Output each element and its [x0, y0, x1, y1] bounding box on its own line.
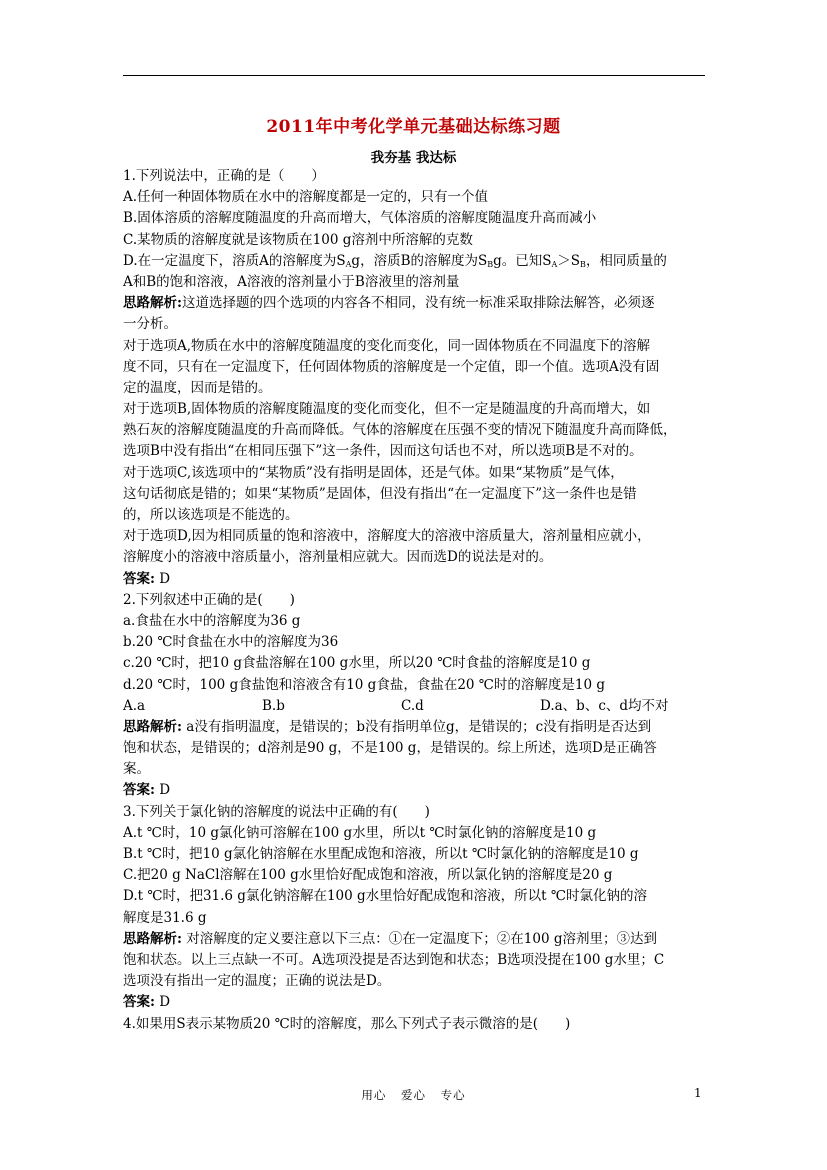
q2-answer	[123, 780, 705, 801]
q4-stem: 4.如果用S表示某物质20 ℃时的溶解度，那么下列式子表示微溶的是( )	[123, 1015, 571, 1032]
q2-choices	[123, 696, 705, 717]
q2-choice-b: B.b	[262, 697, 285, 714]
header-rule	[123, 75, 705, 76]
q2-choice-a: A.a	[123, 697, 146, 714]
q1-para1-line3: 定的温度，因而是错的。	[123, 379, 272, 396]
q1-d-sub-a: A	[345, 259, 352, 269]
q1-para1-line1: 对于选项A,物质在水中的溶解度随温度的变化而变化，同一固体物质在不同温度下的溶解	[123, 337, 651, 354]
q3-option-b: B.t ℃时，把10 g氯化钠溶解在水里配成饱和溶液，所以t ℃时氯化钠的溶解度是10 g	[123, 846, 639, 862]
q2-answer-label: 答案:	[123, 782, 155, 799]
q1-d-sub-b: B	[487, 259, 494, 269]
q2-choice-c: C.d	[401, 697, 424, 714]
q1-para1-line2: 度不同，只有在一定温度下，任何固体物质的溶解度是一个定值，即一个值。选项A没有固	[123, 358, 660, 375]
q1-analysis-line1	[123, 293, 705, 314]
document-body	[123, 166, 705, 1035]
q2-analysis-label: 思路解析:	[123, 718, 182, 735]
q3-answer-label: 答案:	[123, 994, 155, 1011]
q3-option-d-line1: D.t ℃时，把31.6 g氯化钠溶解在100 g水里恰好配成饱和溶液，所以t ℃时氯化钠的溶	[123, 888, 647, 905]
q1-analysis-text: 这道选择题的四个选项的内容各不相同，没有统一标准采取排除法解答，必须逐	[181, 295, 655, 312]
q2-analysis-text: a没有指明温度，是错误的；b没有指明单位g，是错误的；c没有指明是否达到	[181, 718, 652, 735]
q1-option-b: B.固体溶质的溶解度随温度的升高而增大，气体溶质的溶解度随温度升高而减小	[123, 210, 597, 227]
q1-para4-line1: 对于选项D,因为相同质量的饱和溶液中，溶解度大的溶液中溶质量大，溶剂量相应就小，	[123, 528, 651, 545]
q1-analysis-line2: 一分析。	[123, 316, 177, 333]
q1-para3-line2: 这句话彻底是错的；如果“某物质”是固体，但没有指出“在一定温度下”这一条件也是错	[123, 485, 637, 502]
q3-analysis-line2: 饱和状态。以上三点缺一不可。A选项没提是否达到饱和状态；B选项没提在100 g水里；C	[123, 951, 665, 968]
q1-answer-value: D	[154, 570, 171, 587]
q1-option-c: C.某物质的溶解度就是该物质在100 g溶剂中所溶解的克数	[123, 231, 473, 248]
q1-para3-line1: 对于选项C,该选项中的“某物质”没有指明是固体，还是气体。如果“某物质”是气体，	[123, 464, 624, 481]
q1-d-sub-a2: A	[551, 259, 558, 269]
q3-answer	[123, 992, 705, 1013]
q1-para2-line1: 对于选项B,固体物质的溶解度随温度的变化而变化，但不一定是随温度的升高而增大，如	[123, 401, 651, 418]
q3-analysis-line3: 选项没有指出一定的温度；正确的说法是D。	[123, 973, 391, 990]
q1-d-text-3: g。已知S	[493, 252, 552, 269]
q2-stem: 2.下列叙述中正确的是( )	[123, 591, 295, 608]
q1-option-d-line1	[123, 251, 705, 272]
q1-para4-line2: 溶解度小的溶液中溶质量小，溶剂量相应就大。因而选D的说法是对的。	[123, 549, 553, 566]
q2-analysis-line1	[123, 717, 705, 738]
q2-statement-d: d.20 ℃时，100 g食盐饱和溶液含有10 g食盐，食盐在20 ℃时的溶解度是10 g	[123, 676, 605, 693]
q3-analysis-line1	[123, 929, 705, 950]
page-number: 1	[694, 1086, 702, 1100]
q1-d-text-2: g，溶质B的溶解度为S	[351, 252, 488, 269]
q1-stem: 1.下列说法中，正确的是（ ）	[123, 168, 325, 184]
footer-motto-3: 专心	[440, 1088, 466, 1102]
q1-d-sub-b2: B	[580, 259, 586, 269]
q1-d-text-5: ，相同质量的	[585, 252, 667, 269]
footer-motto-2: 爱心	[401, 1088, 426, 1102]
q3-answer-value: D	[154, 994, 171, 1011]
q2-statement-c: c.20 ℃时，把10 g食盐溶解在100 g水里，所以20 ℃时食盐的溶解度是10 g	[123, 655, 591, 672]
q1-analysis-label: 思路解析:	[123, 295, 182, 312]
q1-d-text-1: D.在一定温度下，溶质A的溶解度为S	[123, 252, 346, 269]
q3-option-d-line2: 解度是31.6 g	[123, 909, 207, 926]
q1-d-text-4: ＞S	[557, 252, 581, 269]
section-subtitle: 我夯基 我达标	[370, 150, 457, 166]
footer-motto-1: 用心	[361, 1088, 387, 1102]
q2-choice-d: D.a、b、c、d均不对	[540, 697, 669, 714]
q1-answer	[123, 569, 705, 590]
q2-statement-a: a.食盐在水中的溶解度为36 g	[123, 612, 301, 629]
q3-stem: 3.下列关于氯化钠的溶解度的说法中正确的有( )	[123, 803, 430, 820]
q1-para2-line2: 熟石灰的溶解度随温度的升高而降低。气体的溶解度在压强不变的情况下随温度升高而降低，	[123, 422, 677, 439]
q1-para2-line3: 选项B中没有指出“在相同压强下”这一条件，因而这句话也不对，所以选项B是不对的。	[123, 443, 643, 460]
q2-statement-b: b.20 ℃时食盐在水中的溶解度为36	[123, 634, 339, 651]
q2-analysis-line3: 案。	[123, 761, 150, 778]
page-footer	[0, 1087, 827, 1103]
q3-analysis-label: 思路解析:	[123, 930, 182, 947]
q1-option-d-line2: A和B的饱和溶液，A溶液的溶剂量小于B溶液里的溶剂量	[123, 273, 460, 290]
q2-analysis-line2: 饱和状态，是错误的；d溶剂是90 g，不是100 g，是错误的。综上所述，选项D是正确答	[123, 740, 657, 757]
q3-option-c: C.把20 g NaCl溶解在100 g水里恰好配成饱和溶液，所以氯化钠的溶解度是20 g	[123, 867, 613, 884]
q1-option-a: A.任何一种固体物质在水中的溶解度都是一定的，只有一个值	[123, 189, 489, 206]
q1-answer-label: 答案:	[123, 570, 155, 587]
q2-answer-value: D	[154, 782, 171, 799]
q1-para3-line3: 的，所以该选项是不能选的。	[123, 507, 299, 523]
q3-analysis-text: 对溶解度的定义要注意以下三点：①在一定温度下；②在100 g溶剂里；③达到	[181, 930, 657, 947]
document-title: 2011年中考化学单元基础达标练习题	[266, 117, 561, 137]
q3-option-a: A.t ℃时，10 g氯化钠可溶解在100 g水里，所以t ℃时氯化钠的溶解度是10 g	[123, 824, 597, 841]
